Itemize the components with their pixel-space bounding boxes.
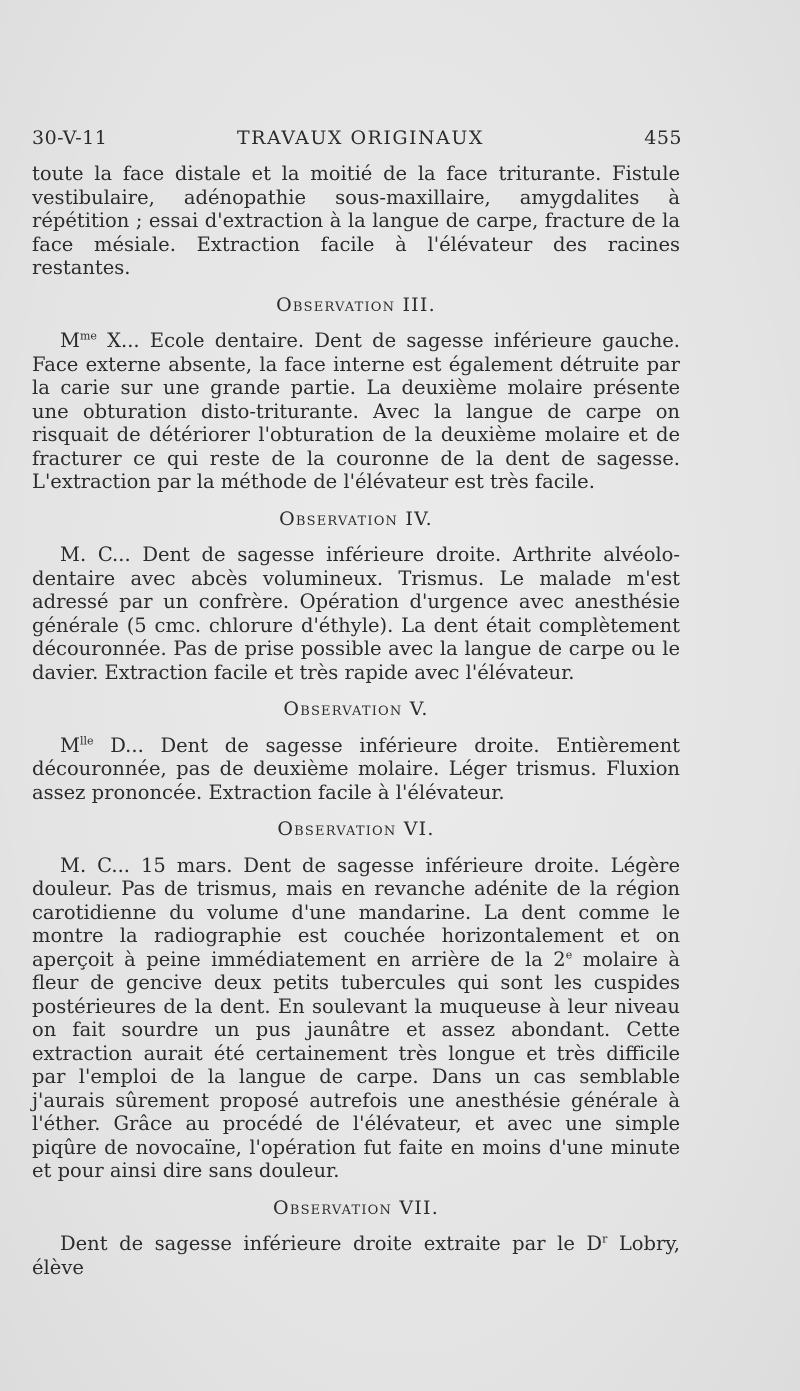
observation-3-text: $M^{me}$ X... Ecole dentaire. Dent de sagesse inférieure gauche. Face externe absente, la face interne est également détruite par la carie sur une grande partie. La deuxième molaire présente une obturation disto-triturante. Avec la langue de carpe on risquait de détériorer l'obturation de la deuxième molaire et de fracturer ce qui reste de la couronne de la dent de sagesse. L'extraction par la méthode de l'élévateur est très facile.	[32, 329, 680, 493]
paragraph-continued: toute la face distale et la moitié de la face triturante. Fistule vestibulaire, adénopathie sous-maxillaire, amygdalites à répétition ; essai d'extraction à la langue de carpe, fracture de la face mésiale. Extraction facile à l'élévateur des racines restantes.	[32, 162, 680, 279]
observation-heading-6: Observation VI.	[277, 818, 435, 840]
observation-7-text: Dent de sagesse inférieure droite extraite par le $D^r$ Lobry, élève	[32, 1232, 680, 1279]
running-header	[32, 127, 682, 157]
header-title: TRAVAUX ORIGINAUX	[237, 127, 484, 149]
header-date: 30-V-11	[32, 127, 108, 149]
observation-5-text: $M^{lle}$ D... Dent de sagesse inférieure droite. Entièrement découronnée, pas de deuxième molaire. Léger trismus. Fluxion assez prononcée. Extraction facile à l'élévateur.	[32, 733, 680, 804]
article-body	[32, 162, 680, 1279]
page-number: 455	[644, 127, 682, 149]
observation-heading-7: Observation VII.	[273, 1196, 439, 1219]
observation-6-text: M. C... 15 mars. Dent de sagesse inférieure droite. Légère douleur. Pas de trismus, mais en revanche adénite de la région carotidienne du volume d'une mandarine. La dent comme le montre la radiographie est couchée horizontalement et on aperçoit à peine immédiatement en arrière de la 2e molaire à fleur de gencive deux petits tubercules qui sont les cuspides postérieures de la dent. En soulevant la muqueuse à leur niveau on fait sourdre un pus jaunâtre et assez abondant. Cette extraction aurait été certainement très longue et très difficile par l'emploi de la langue de carpe. Dans un cas semblable j'aurais sûrement proposé autrefois une anesthésie générale à l'éther. Grâce au procédé de l'élévateur, et avec une simple piqûre de novocaïne, l'opération fut faite en moins d'une minute et pour ainsi dire sans douleur.	[32, 853, 680, 1182]
observation-4-text: M. C... Dent de sagesse inférieure droite. Arthrite alvéolo-dentaire avec abcès volumineux. Trismus. Le malade m'est adressé par un confrère. Opération d'urgence avec anesthésie générale (5 cmc. chlorure d'éthyle). La dent était complètement découronnée. Pas de prise possible avec la langue de carpe ou le davier. Extraction facile et très rapide avec l'élévateur.	[32, 543, 680, 684]
observation-heading-3: Observation III.	[276, 293, 436, 316]
observation-heading-4: Observation IV.	[279, 507, 433, 530]
observation-heading-5: Observation V.	[283, 698, 429, 720]
